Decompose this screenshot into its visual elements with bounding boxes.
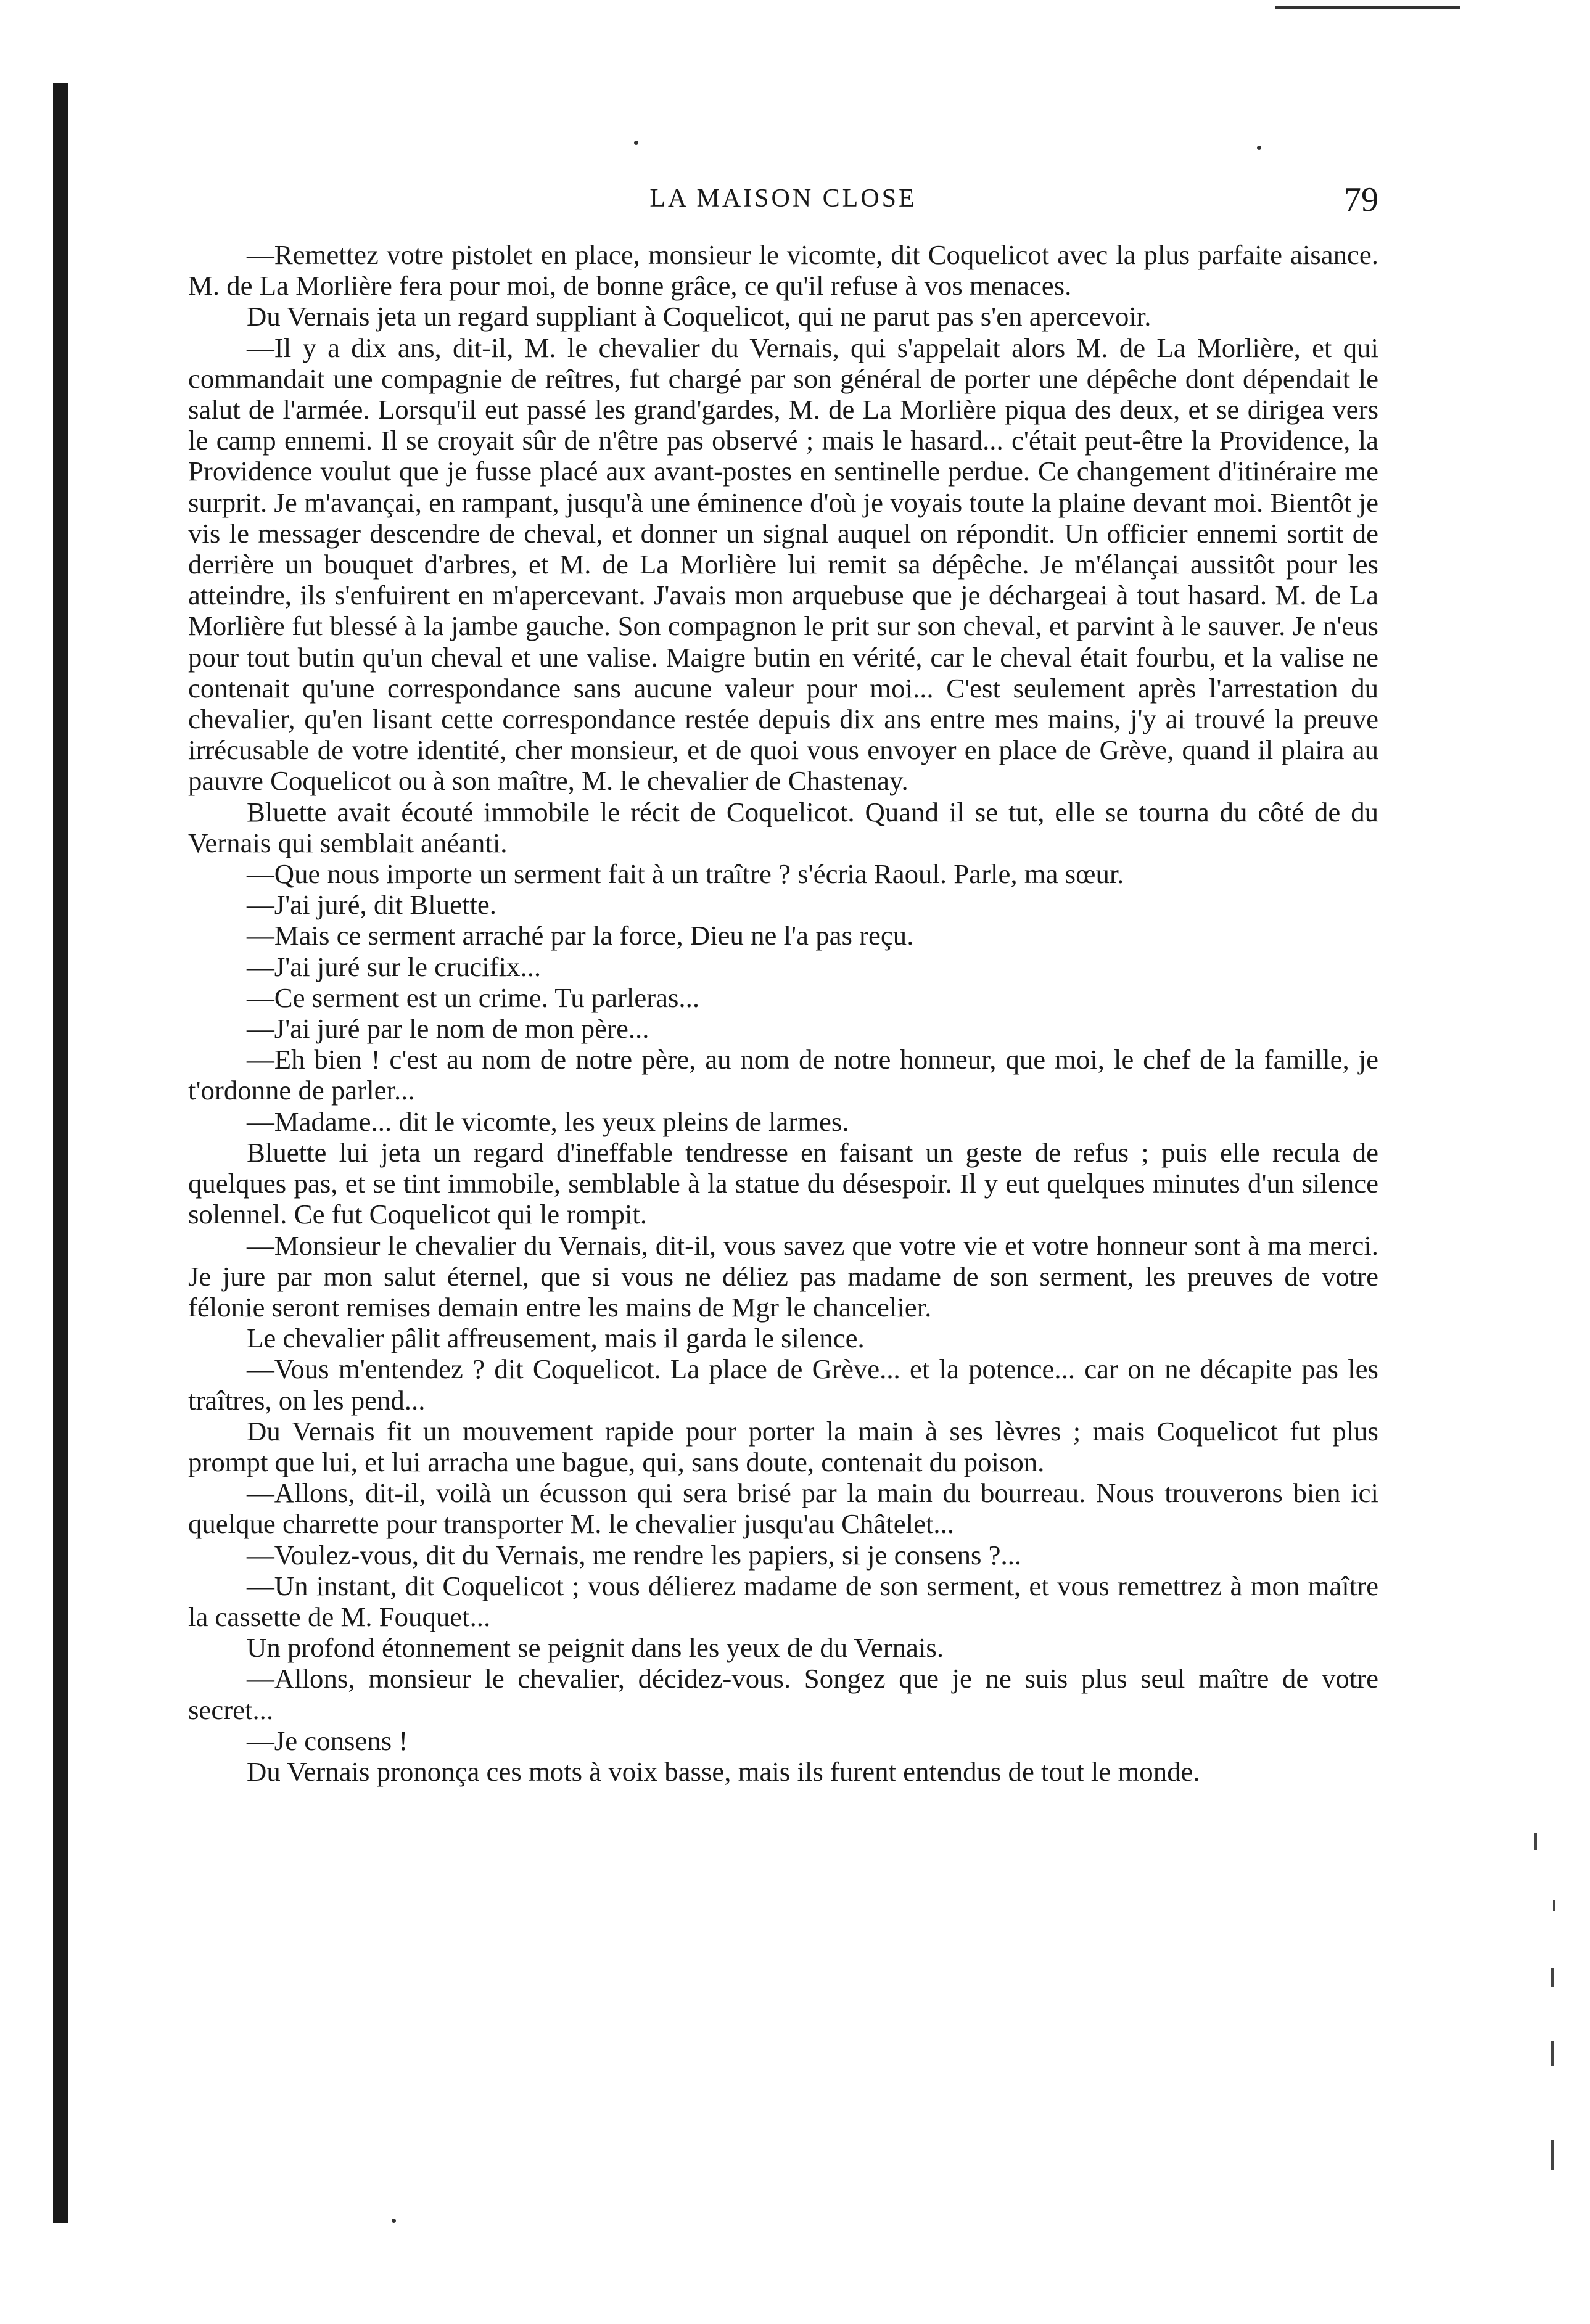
scan-speck	[1257, 146, 1261, 150]
margin-speck	[1551, 2140, 1554, 2170]
binding-edge-shadow	[53, 83, 68, 2223]
paragraph: Bluette avait écouté immobile le récit de Coquelicot. Quand il se tut, elle se tourna du côté de du Vernais qui semblait anéanti.	[188, 796, 1378, 858]
paragraph: —J'ai juré par le nom de mon père...	[247, 1013, 649, 1045]
paragraph: Le chevalier pâlit affreusement, mais il garda le silence.	[247, 1323, 865, 1354]
top-scan-rule	[1275, 6, 1460, 9]
running-title: LA MAISON CLOSE	[649, 184, 917, 213]
paragraph: —Eh bien ! c'est au nom de notre père, au nom de notre honneur, que moi, le chef de la famille, je t'ordonne de parler...	[188, 1044, 1378, 1106]
paragraph: —Mais ce serment arraché par la force, Dieu ne l'a pas reçu.	[247, 920, 914, 951]
paragraph: —Que nous importe un serment fait à un traître ? s'écria Raoul. Parle, ma sœur.	[247, 858, 1124, 890]
margin-speck	[1553, 1900, 1555, 1911]
paragraph: —J'ai juré sur le crucifix...	[247, 951, 542, 982]
scan-speck	[634, 141, 638, 145]
paragraph: —Un instant, dit Coquelicot ; vous délierez madame de son serment, et vous remettrez à mon maître la cassette de M. Fouquet...	[188, 1570, 1378, 1632]
paragraph: Du Vernais prononça ces mots à voix basse, mais ils furent entendus de tout le monde.	[247, 1755, 1200, 1787]
paragraph: —Allons, dit-il, voilà un écusson qui sera brisé par la main du bourreau. Nous trouverons bien ici quelque charrette pour transporter M. le chevalier jusqu'au Châtelet...	[188, 1477, 1378, 1540]
paragraph: —Je consens !	[247, 1725, 408, 1756]
paragraph: —Allons, monsieur le chevalier, décidez-vous. Songez que je ne suis plus seul maître de votre secret...	[188, 1663, 1378, 1725]
scan-speck	[392, 2219, 396, 2223]
margin-speck	[1551, 1968, 1554, 1987]
paragraph: —Remettez votre pistolet en place, monsieur le vicomte, dit Coquelicot avec la plus parfaite aisance. M. de La Morlière fera pour moi, de bonne grâce, ce qu'il refuse à vos menaces.	[188, 239, 1378, 302]
paragraph: Du Vernais jeta un regard suppliant à Coquelicot, qui ne parut pas s'en apercevoir.	[247, 301, 1151, 332]
paragraph: —J'ai juré, dit Bluette.	[247, 889, 496, 921]
paragraph: —Voulez-vous, dit du Vernais, me rendre les papiers, si je consens ?...	[247, 1539, 1022, 1571]
page-header	[188, 180, 1378, 223]
margin-speck	[1534, 1833, 1537, 1850]
paragraph: Un profond étonnement se peignit dans les yeux de du Vernais.	[247, 1632, 944, 1664]
paragraph: Du Vernais fit un mouvement rapide pour porter la main à ses lèvres ; mais Coquelicot fut plus prompt que lui, et lui arracha une bague, qui, sans doute, contenait du poison.	[188, 1415, 1378, 1477]
paragraph: Bluette lui jeta un regard d'ineffable tendresse en faisant un geste de refus ; puis elle recula de quelques pas, et se tint immobile, semblable à la statue du désespoir. Il y eut quelques minutes d'un silence solennel. Ce fut Coquelicot qui le rompit.	[188, 1136, 1378, 1230]
paragraph: —Monsieur le chevalier du Vernais, dit-il, vous savez que votre vie et votre honneur sont à ma merci. Je jure par mon salut éternel, que si vous ne déliez pas madame de son serment, les preuves de votre félonie seront remises demain entre les mains de Mgr le chancelier.	[188, 1230, 1378, 1323]
body-text	[188, 239, 1378, 1787]
paragraph: —Madame... dit le vicomte, les yeux pleins de larmes.	[247, 1106, 849, 1137]
paragraph: —Vous m'entendez ? dit Coquelicot. La place de Grève... et la potence... car on ne décapite pas les traîtres, on les pend...	[188, 1353, 1378, 1416]
margin-speck	[1551, 2041, 1554, 2066]
paragraph: —Ce serment est un crime. Tu parleras...	[247, 982, 700, 1013]
page-number: 79	[1344, 181, 1378, 219]
paragraph: —Il y a dix ans, dit-il, M. le chevalier du Vernais, qui s'appelait alors M. de La Morlière, et qui commandait une compagnie de reîtres, fut chargé par son général de porter une dépêche dont dépendait le salut de l'armée. Lorsqu'il eut passé les grand'gardes, M. de La Morlière piqua des deux, et se dirigea vers le camp ennemi. Il se croyait sûr de n'être pas observé ; mais le hasard... c'était peut-être la Providence, la Providence voulut que je fusse placé aux avant-postes en sentinelle perdue. Ce changement d'itinéraire me surprit. Je m'avançai, en rampant, jusqu'à une éminence d'où je voyais toute la plaine devant moi. Bientôt je vis le messager descendre de cheval, et donner un signal auquel on répondit. Un officier ennemi sortit de derrière un bouquet d'arbres, et M. de La Morlière lui remit sa dépêche. Je m'élançai aussitôt pour les atteindre, ils s'enfuirent en m'apercevant. J'avais mon arquebuse que je déchargeai à tout hasard. M. de La Morlière fut blessé à la jambe gauche. Son compagnon le prit sur son cheval, et parvint à le sauver. Je n'eus pour tout butin qu'un cheval et une valise. Maigre butin en vérité, car le cheval était fourbu, et la valise ne contenait qu'une correspondance sans aucune valeur pour moi... C'est seulement après l'arrestation du chevalier, qu'en lisant cette correspondance restée depuis dix ans entre mes mains, j'y ai trouvé la preuve irrécusable de votre identité, cher monsieur, et de quoi vous envoyer en place de Grève, quand il plaira au pauvre Coquelicot ou à son maître, M. le chevalier de Chastenay.	[188, 332, 1378, 797]
